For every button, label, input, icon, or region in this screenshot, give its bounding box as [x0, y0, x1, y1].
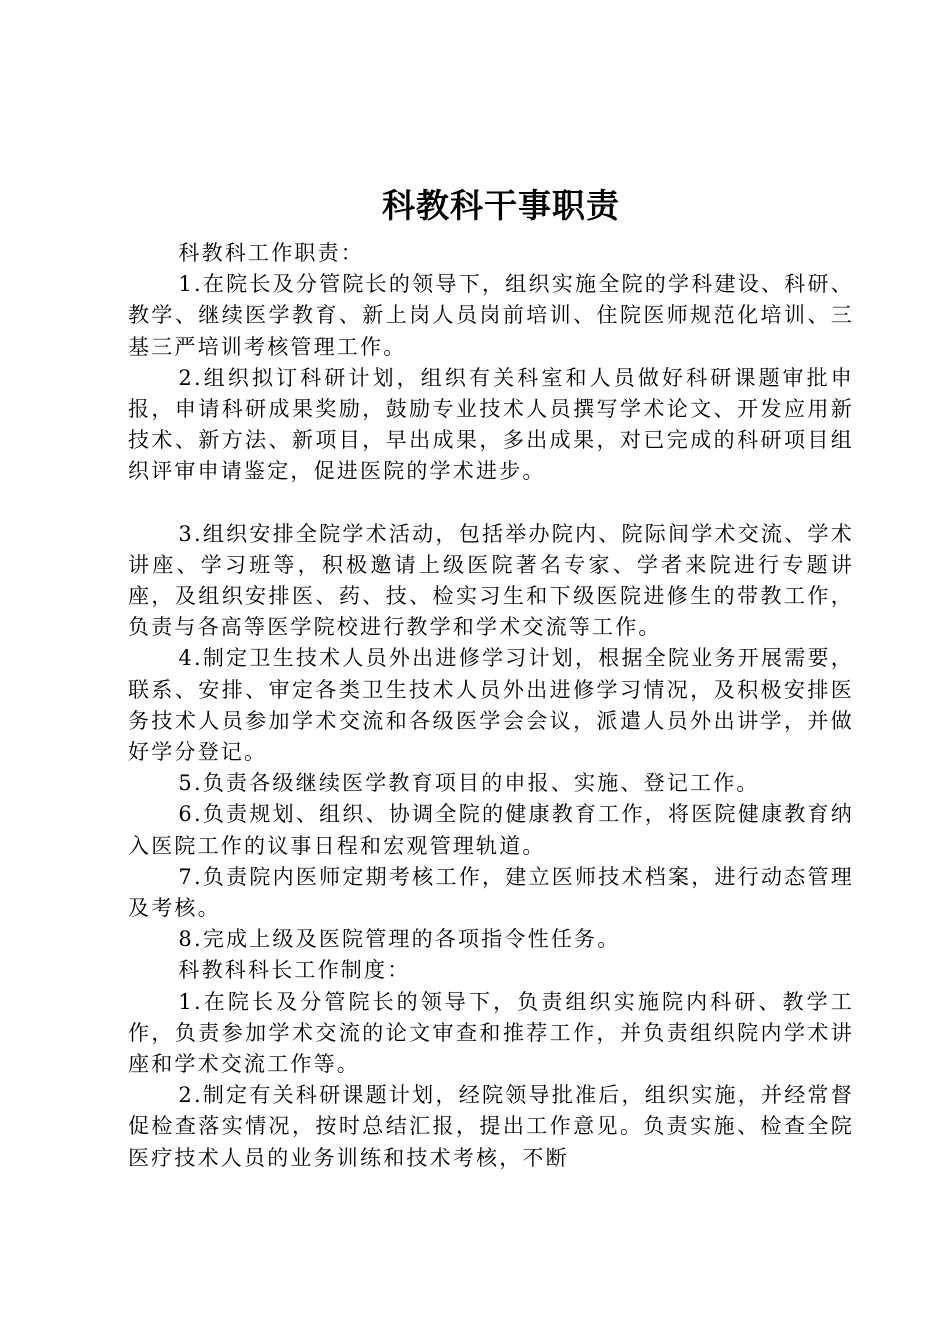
section-heading-duties: 科教科工作职责：	[178, 241, 364, 265]
rule-item-2: 2.制定有关科研课题计划，经院领导批准后，组织实施，并经常督促检查落实情况，按时总结汇报，提出工作意见。负责实施、检查全院医疗技术人员的业务训练和技术考核，不断	[128, 1083, 854, 1170]
duty-item-1: 1.在院长及分管院长的领导下，组织实施全院的学科建设、科研、教学、继续医学教育、新上岗人员岗前培训、住院医师规范化培训、三基三严培训考核管理工作。	[128, 272, 854, 359]
document-page	[128, 178, 854, 1174]
rule-item-1: 1.在院长及分管院长的领导下，负责组织实施院内科研、教学工作，负责参加学术交流的论文审查和推荐工作，并负责组织院内学术讲座和学术交流工作等。	[128, 989, 854, 1077]
document-title: 科教科干事职责	[382, 186, 620, 225]
section-heading-director-rules: 科教科科长工作制度：	[178, 958, 411, 983]
duty-item-7: 7.负责院内医师定期考核工作，建立医师技术档案，进行动态管理及考核。	[128, 864, 854, 921]
duty-item-3: 3.组织安排全院学术活动，包括举办院内、院际间学术交流、学术讲座、学习班等，积极邀请上级医院著名专家、学者来院进行专题讲座，及组织安排医、药、技、检实习生和下级医院进修生的带教工作，负责与各高等医学院校进行教学和学术交流等工作。	[128, 521, 854, 640]
duty-item-5: 5.负责各级继续医学教育项目的申报、实施、登记工作。	[178, 771, 760, 796]
duty-item-8: 8.完成上级及医院管理的各项指令性任务。	[178, 927, 621, 952]
duty-item-4: 4.制定卫生技术人员外出进修学习计划，根据全院业务开展需要，联系、安排、审定各类卫生技术人员外出进修学习情况，及积极安排医务技术人员参加学术交流和各级医学会会议，派遣人员外出讲学，并做好学分登记。	[128, 646, 854, 765]
duty-item-6: 6.负责规划、组织、协调全院的健康教育工作，将医院健康教育纳入医院工作的议事日程和宏观管理轨道。	[128, 802, 854, 858]
duty-item-2: 2.组织拟订科研计划，组织有关科室和人员做好科研课题审批申报，申请科研成果奖励，鼓励专业技术人员撰写学术论文、开发应用新技术、新方法、新项目，早出成果，多出成果，对已完成的科研项目组织评审申请鉴定，促进医院的学术进步。	[128, 365, 854, 484]
